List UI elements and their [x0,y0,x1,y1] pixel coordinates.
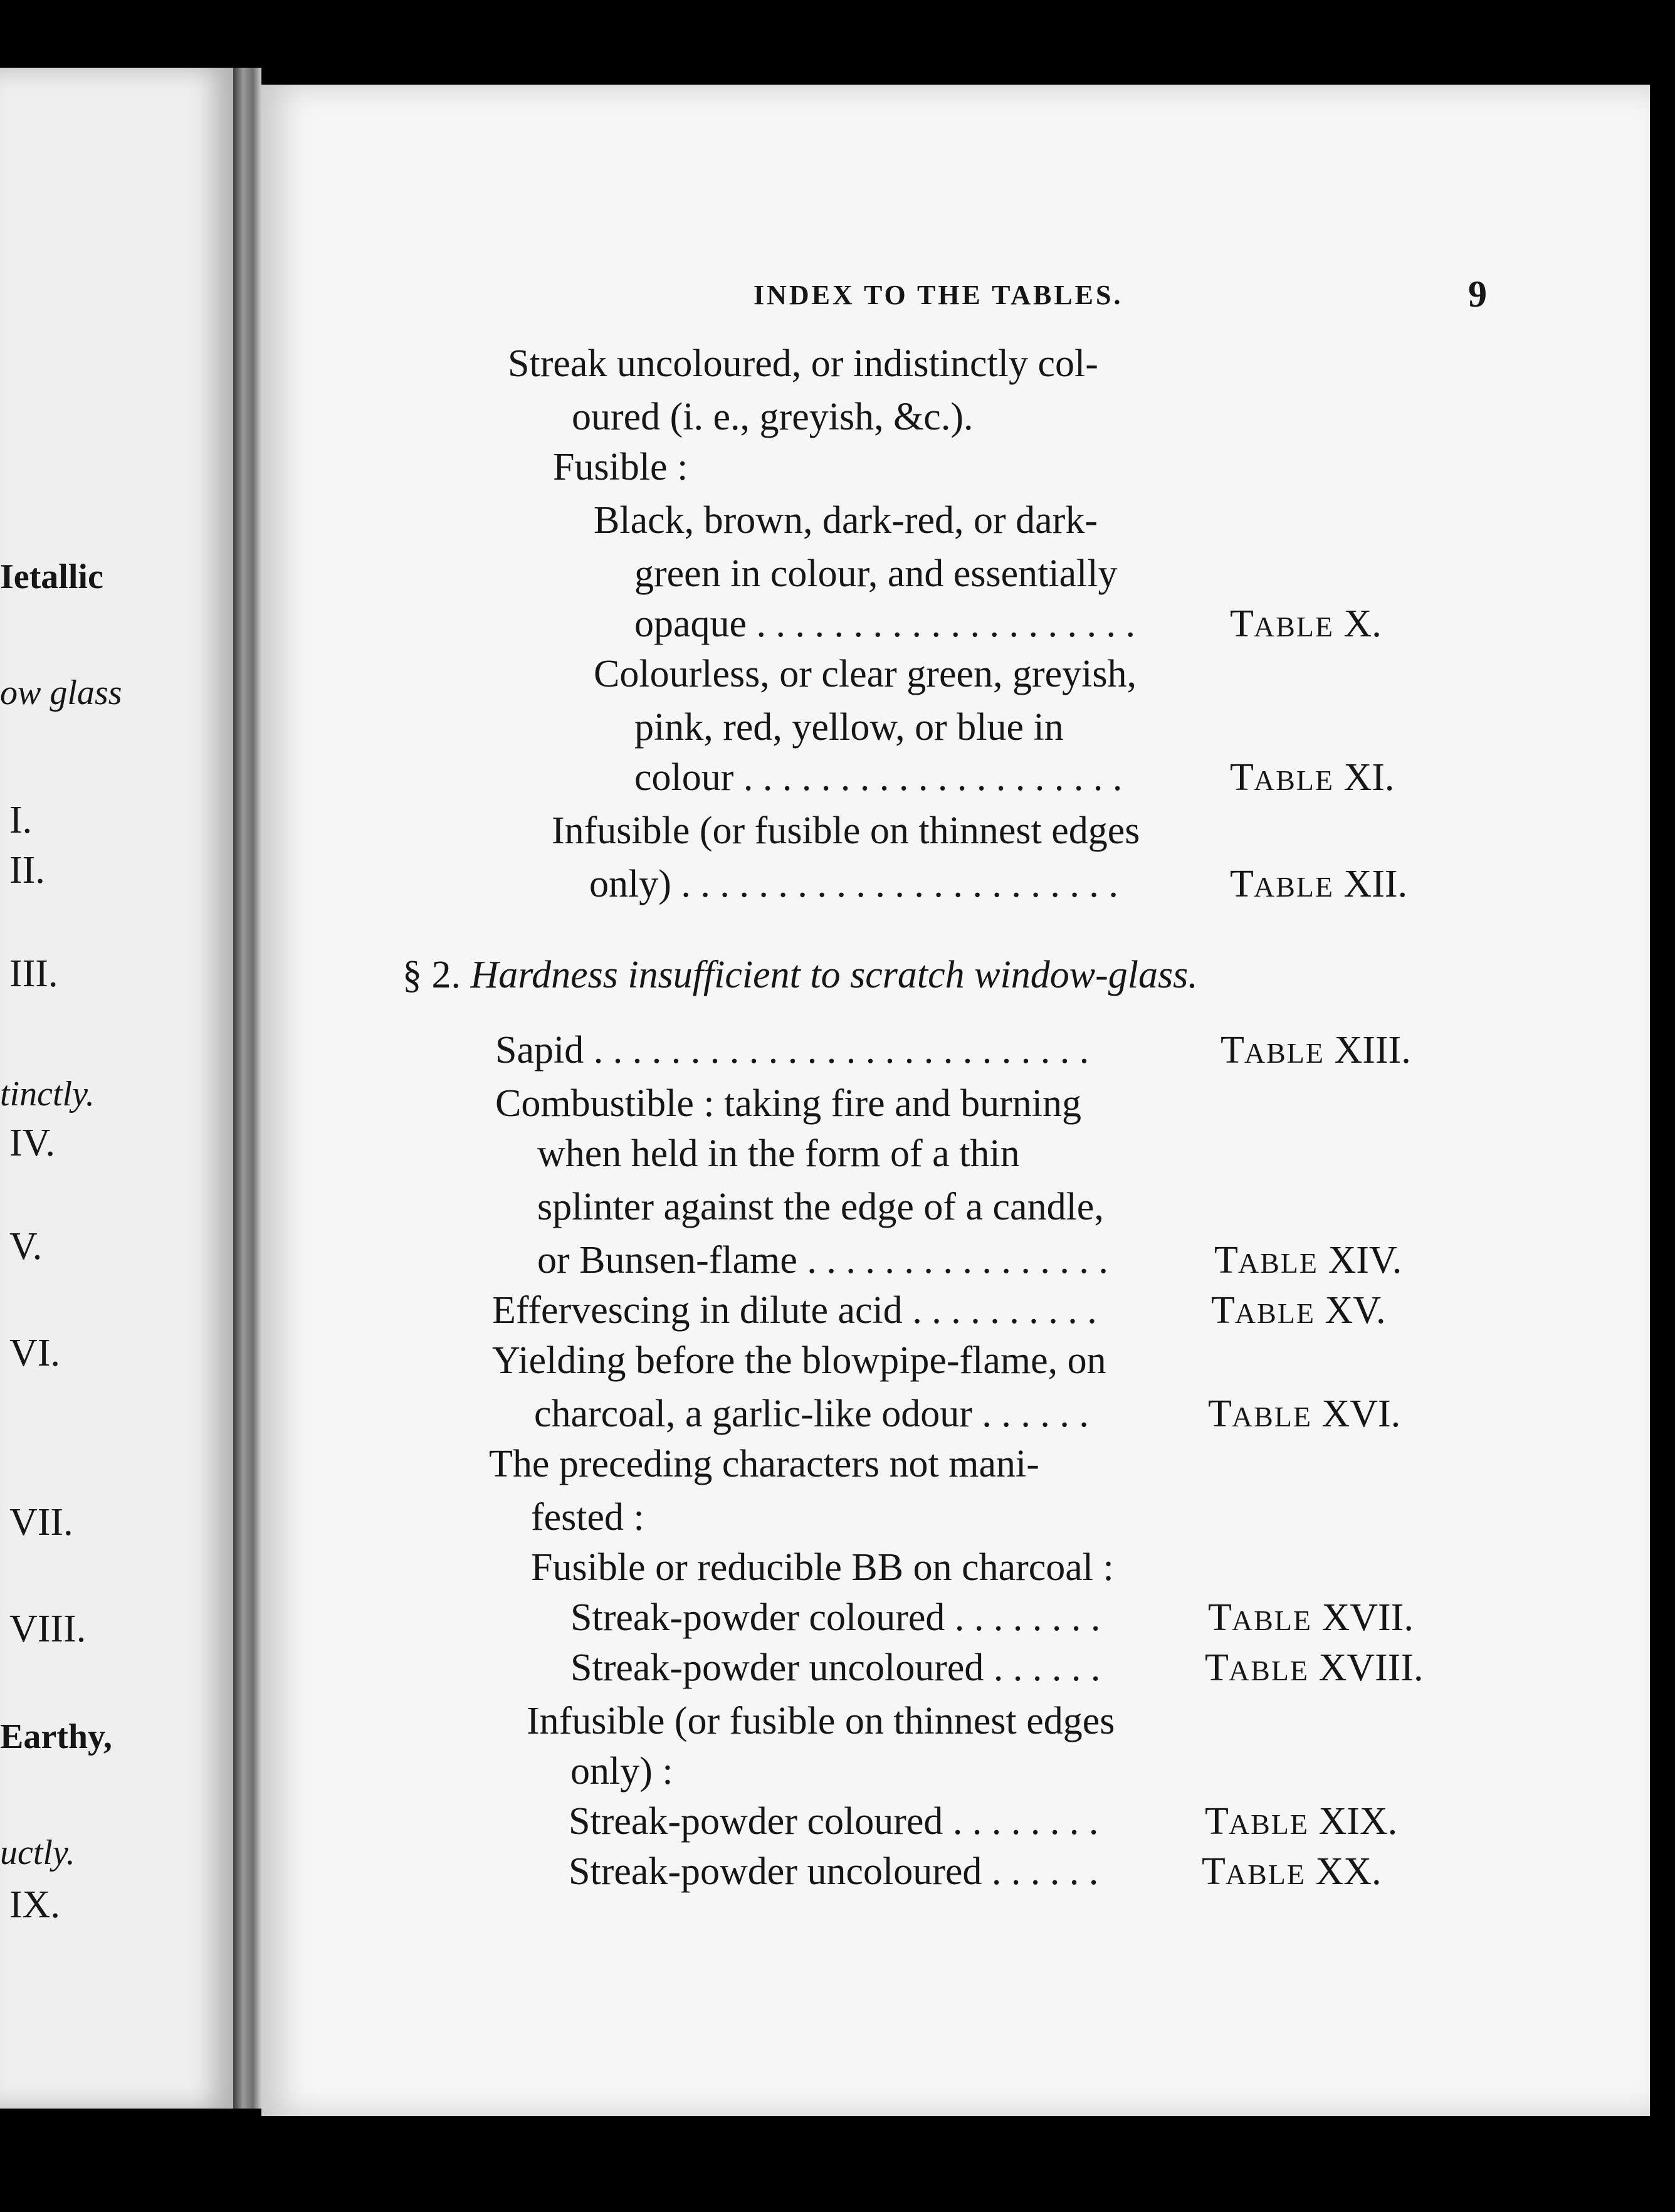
left-fragment: I. [9,799,33,841]
table-ref: TABLE XI. [1230,756,1395,799]
left-fragment: VII. [9,1501,73,1544]
index-line: or Bunsen-flame . . . . . . . . . . . . . . . . [537,1239,1108,1282]
index-line: green in colour, and essentially [634,552,1118,595]
table-ref: TABLE XV. [1211,1289,1386,1332]
left-fragment: Ietallic [0,557,103,596]
previous-page [0,68,233,2109]
section-heading [402,953,1198,998]
table-ref: TABLE XVII. [1208,1596,1414,1639]
index-line: Streak-powder coloured . . . . . . . . [570,1596,1101,1639]
index-line: Streak-powder coloured . . . . . . . . [569,1800,1099,1843]
index-line: The preceding characters not mani- [489,1443,1039,1485]
left-fragment: uctly. [0,1833,75,1872]
index-line: Streak-powder uncoloured . . . . . . [569,1850,1099,1893]
left-fragment: IX. [9,1883,60,1926]
index-line: Fusible : [553,446,688,488]
index-line: Colourless, or clear green, greyish, [594,653,1137,695]
left-fragment: V. [9,1225,43,1268]
current-page [261,85,1650,2116]
index-line: opaque . . . . . . . . . . . . . . . . . . . . [634,603,1136,645]
index-line: oured (i. e., greyish, &c.). [572,396,974,438]
index-line: Streak-powder uncoloured . . . . . . [570,1646,1101,1689]
left-fragment: ow glass [0,673,122,712]
page-number: 9 [1468,273,1487,315]
left-fragment: Earthy, [0,1717,112,1756]
left-fragment: IV. [9,1122,55,1164]
section-mark: § 2. [402,954,461,996]
table-ref: TABLE XIV. [1214,1239,1402,1282]
index-line: Infusible (or fusible on thinnest edges [527,1700,1115,1742]
index-line: only) : [570,1750,673,1793]
index-line: colour . . . . . . . . . . . . . . . . . . . . [634,756,1123,799]
index-line: pink, red, yellow, or blue in [634,706,1064,749]
left-fragment: VI. [9,1332,60,1374]
table-ref: TABLE XIX. [1205,1800,1398,1843]
index-line: Fusible or reducible BB on charcoal : [531,1546,1114,1589]
index-line: Black, brown, dark-red, or dark- [594,499,1098,542]
index-line: fested : [531,1496,644,1539]
table-ref: TABLE X. [1230,603,1382,645]
table-ref: TABLE XIII. [1221,1029,1411,1072]
table-ref: TABLE XII. [1230,863,1408,905]
index-line: Combustible : taking fire and burning [495,1082,1082,1125]
index-line: Streak uncoloured, or indistinctly col- [508,342,1098,385]
left-fragment: II. [9,849,45,892]
index-line: charcoal, a garlic-like odour . . . . . . [534,1393,1089,1435]
index-line: splinter against the edge of a candle, [537,1186,1104,1228]
table-ref: TABLE XVI. [1208,1393,1401,1435]
section-title: Hardness insufficient to scratch window-glass. [470,954,1198,996]
book-gutter [233,68,261,2109]
index-line: Yielding before the blowpipe-flame, on [492,1339,1106,1382]
index-line: Effervescing in dilute acid . . . . . . . . . . [492,1289,1097,1332]
index-line: Sapid . . . . . . . . . . . . . . . . . . . . . . . . . . [495,1029,1090,1072]
index-line: only) . . . . . . . . . . . . . . . . . . . . . . . [589,863,1118,905]
index-line: when held in the form of a thin [537,1132,1020,1175]
left-fragment: III. [9,952,58,995]
left-fragment: VIII. [9,1608,87,1650]
running-head: INDEX TO THE TABLES. [753,280,1123,310]
table-ref: TABLE XX. [1202,1850,1382,1893]
left-fragment: tinctly. [0,1075,95,1114]
index-line: Infusible (or fusible on thinnest edges [552,809,1140,852]
table-ref: TABLE XVIII. [1205,1646,1424,1689]
